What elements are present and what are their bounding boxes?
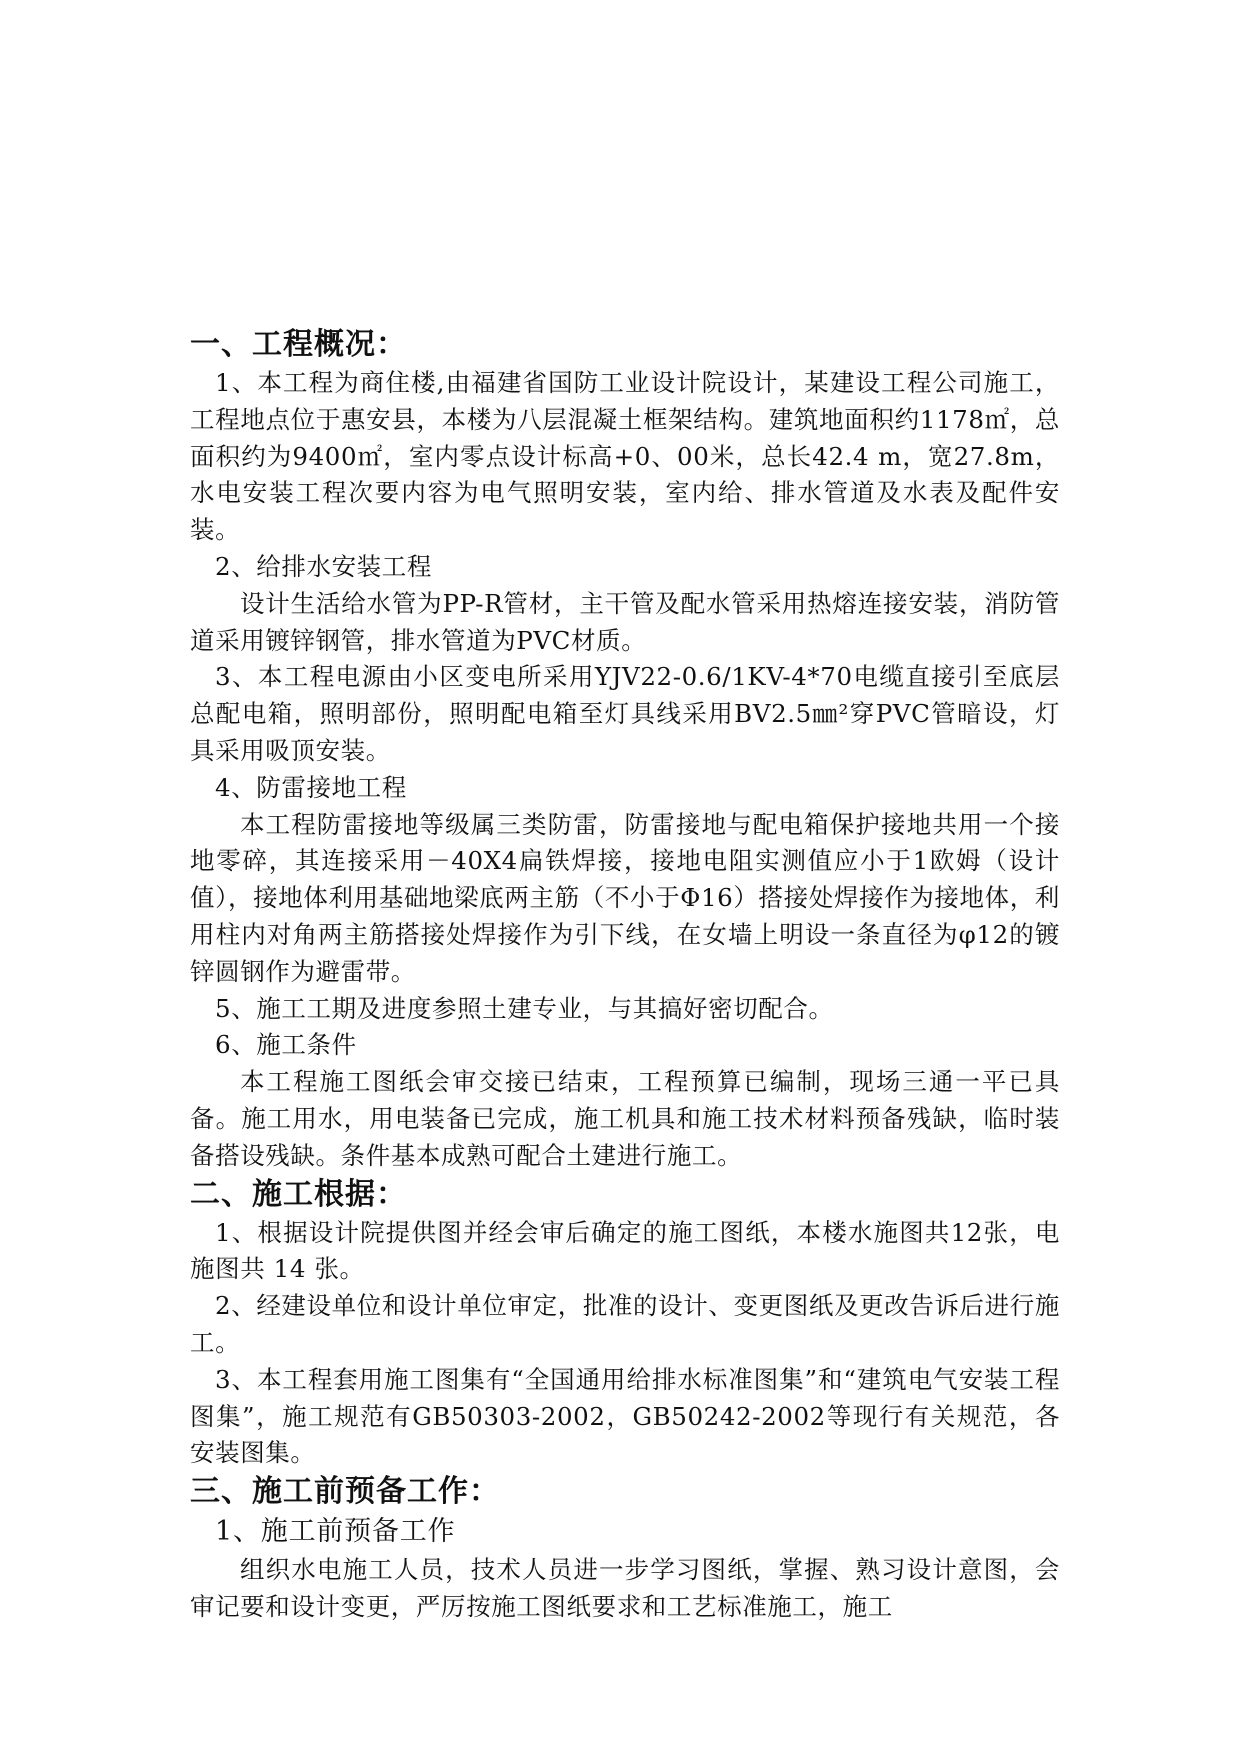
paragraph-basis-standards: 3、本工程套用施工图集有“全国通用给排水标准图集”和“建筑电气安装工程图集”，施工规范有GB50303-2002，GB50242-2002等现行有关规范，各安装图集。 [190, 1364, 1060, 1468]
paragraph-preparation-title: 1、施工前预备工作 [215, 1516, 456, 1548]
paragraph-lightning-title: 4、防雷接地工程 [215, 772, 407, 802]
paragraph-conditions-body: 本工程施工图纸会审交接已结束，工程预算已编制，现场三通一平已具备。施工用水，用电装备已完成，施工机具和施工技术材料预备残缺，临时装备搭设残缺。条件基本成熟可配合土建进行施工。 [190, 1067, 1060, 1170]
section-heading-project-overview: 一、工程概况： [190, 327, 407, 362]
paragraph-schedule: 5、施工工期及进度参照土建专业，与其搞好密切配合。 [215, 993, 834, 1023]
paragraph-basis-drawings: 1、根据设计院提供图并经会审后确定的施工图纸，本楼水施图共12张，电施图共 14 张。 [190, 1217, 1060, 1284]
paragraph-lightning-body: 本工程防雷接地等级属三类防雷，防雷接地与配电箱保护接地共用一个接地零碎，其连接采用－40X4扁铁焊接，接地电阻实测值应小于1欧姆（设计值），接地体利用基础地梁底两主筋（不小于Φ16）搭接处焊接作为接地体，利用柱内对角两主筋搭接处焊接作为引下线，在女墙上明设一条直径为φ12的镀锌圆钢作为避雷带。 [190, 809, 1060, 986]
document-page [190, 325, 1060, 1626]
section-heading-preparation: 三、施工前预备工作： [190, 1474, 500, 1510]
paragraph-water-supply-body: 设计生活给水管为PP-R管材，主干管及配水管采用热熔连接安装，消防管道采用镀锌钢管，排水管道为PVC材质。 [190, 588, 1060, 655]
paragraph-water-supply-title: 2、给排水安装工程 [215, 551, 432, 581]
paragraph-power-supply: 3、本工程电源由小区变电所采用YJV22-0.6/1KV-4*70电缆直接引至底层总配电箱，照明部份，照明配电箱至灯具线采用BV2.5㎜²穿PVC管暗设，灯具采用吸顶安装。 [190, 662, 1060, 765]
paragraph-project-description: 1、本工程为商住楼,由福建省国防工业设计院设计，某建设工程公司施工，工程地点位于惠安县，本楼为八层混凝土框架结构。建筑地面积约1178㎡，总面积约为9400㎡，室内零点设计标高+0、00米，总长42.4 m，宽27.8m，水电安装工程次要内容为电气照明安装，室内给、排水管道及水表及配件安装。 [190, 368, 1060, 545]
paragraph-conditions-title: 6、施工条件 [215, 1030, 357, 1060]
paragraph-basis-approval: 2、经建设单位和设计单位审定，批准的设计、变更图纸及更改告诉后进行施工。 [190, 1291, 1060, 1357]
paragraph-preparation-body: 组织水电施工人员，技术人员进一步学习图纸，掌握、熟习设计意图，会审记要和设计变更，严厉按施工图纸要求和工艺标准施工，施工 [190, 1555, 1060, 1621]
section-heading-construction-basis: 二、施工根据： [190, 1176, 407, 1212]
